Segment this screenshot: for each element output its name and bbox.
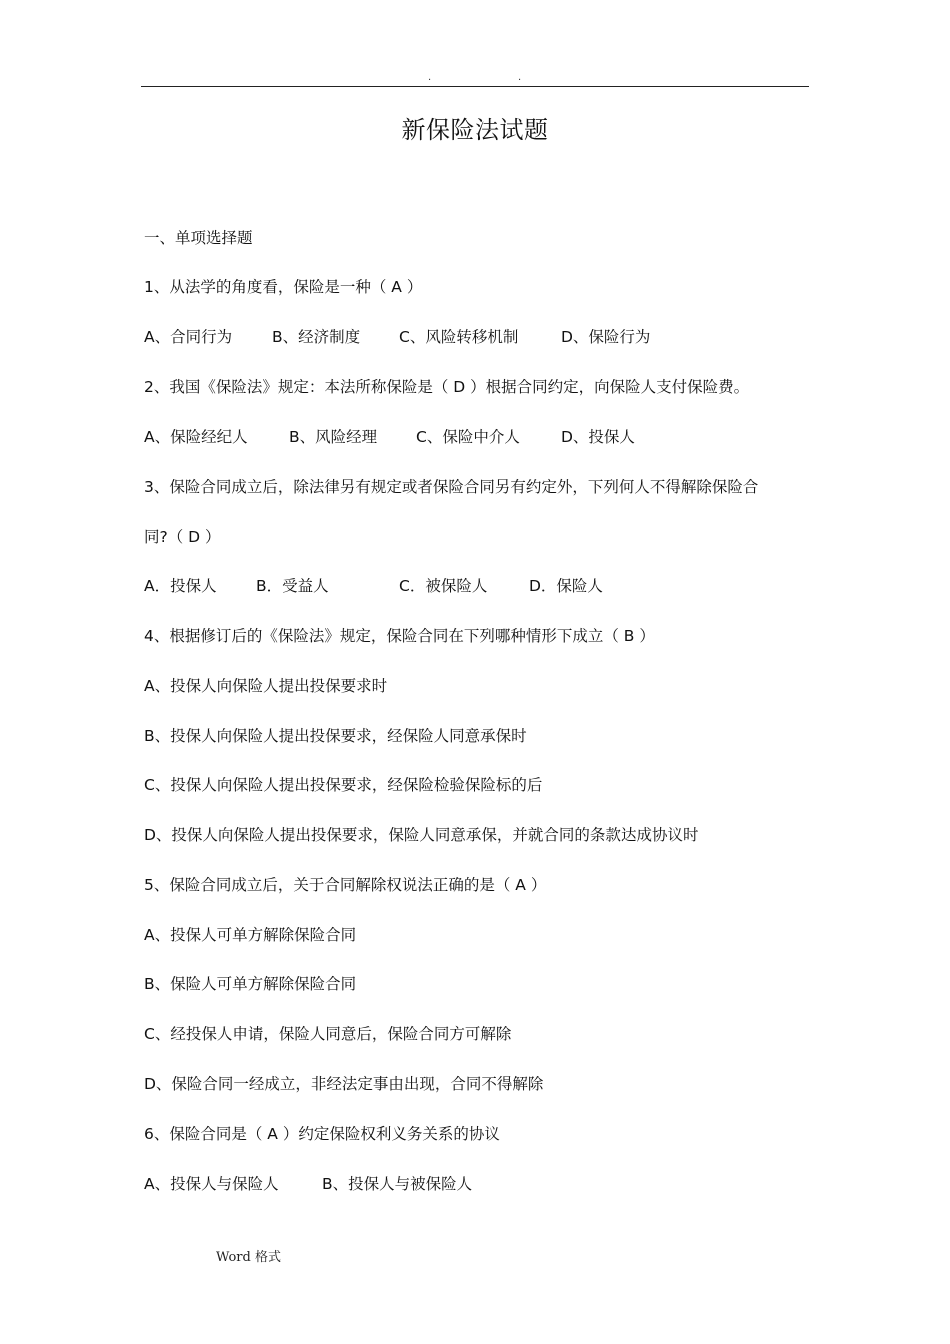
option-a: A、合同行为 [144, 328, 233, 346]
header-rule [141, 86, 809, 87]
option-b: B、投保人与被保险人 [322, 1175, 473, 1193]
question-3-stem-line-2: 同?（ D ） [144, 528, 221, 546]
header-dots [0, 73, 950, 83]
option-a: A、投保人与保险人 [144, 1175, 279, 1193]
option-c: C、保险中介人 [416, 428, 520, 446]
page-footer: Word 格式 [216, 1250, 281, 1265]
question-5-option-d: D、保险合同一经成立，非经法定事由出现，合同不得解除 [144, 1075, 544, 1093]
question-2-stem: 2、我国《保险法》规定：本法所称保险是（ D ）根据合同约定，向保险人支付保险费。 [144, 378, 750, 396]
question-4-option-a: A、投保人向保险人提出投保要求时 [144, 677, 388, 695]
question-4-stem: 4、根据修订后的《保险法》规定，保险合同在下列哪种情形下成立（ B ） [144, 627, 655, 645]
question-5-option-c: C、经投保人申请，保险人同意后，保险合同方可解除 [144, 1025, 512, 1043]
question-4-option-d: D、投保人向保险人提出投保要求，保险人同意承保，并就合同的条款达成协议时 [144, 826, 699, 844]
option-b: B．受益人 [256, 577, 329, 595]
question-1-stem: 1、从法学的角度看，保险是一种（ A ） [144, 278, 423, 296]
question-6-stem: 6、保险合同是（ A ）约定保险权利义务关系的协议 [144, 1125, 500, 1143]
option-a: A、保险经纪人 [144, 428, 248, 446]
option-c: C．被保险人 [399, 577, 488, 595]
option-d: D．保险人 [529, 577, 603, 595]
question-5-option-b: B、保险人可单方解除保险合同 [144, 975, 357, 993]
question-4-option-b: B、投保人向保险人提出投保要求，经保险人同意承保时 [144, 727, 527, 745]
option-b: B、经济制度 [272, 328, 361, 346]
page-title: 新保险法试题 [401, 116, 549, 144]
option-b: B、风险经理 [289, 428, 378, 446]
question-5-option-a: A、投保人可单方解除保险合同 [144, 926, 357, 944]
question-5-stem: 5、保险合同成立后，关于合同解除权说法正确的是（ A ） [144, 876, 547, 894]
header-dot: . [428, 72, 432, 83]
question-3-stem-line-1: 3、保险合同成立后，除法律另有规定或者保险合同另有约定外，下列何人不得解除保险合 [144, 478, 759, 496]
section-heading: 一、单项选择题 [144, 229, 253, 247]
header-dot: . [518, 72, 522, 83]
option-c: C、风险转移机制 [399, 328, 519, 346]
option-d: D、投保人 [561, 428, 635, 446]
option-d: D、保险行为 [561, 328, 651, 346]
option-a: A．投保人 [144, 577, 217, 595]
question-4-option-c: C、投保人向保险人提出投保要求，经保险检验保险标的后 [144, 776, 543, 794]
